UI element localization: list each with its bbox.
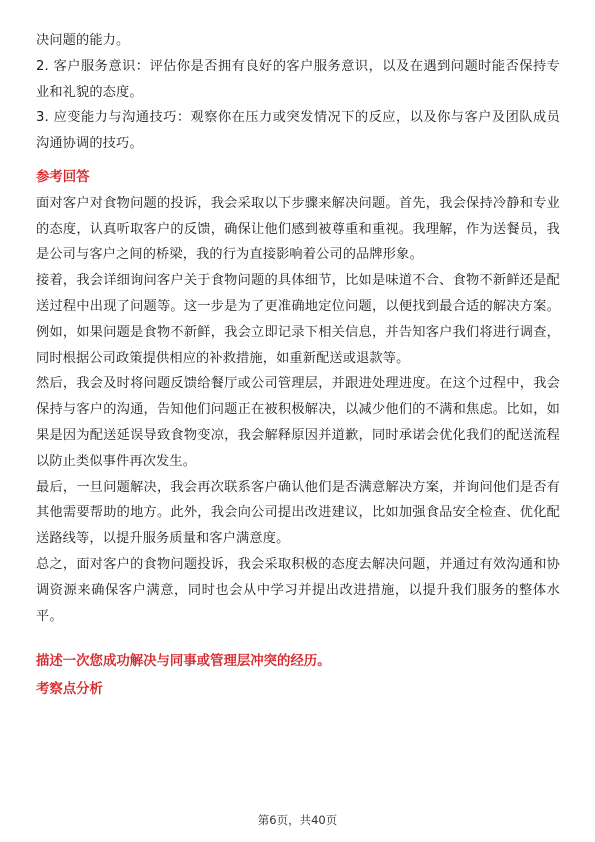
answer-paragraph: 接着，我会详细询问客户关于食物问题的具体细节，比如是味道不合、食物不新鲜还是配送过程中出现了问题等。这一步是为了更准确地定位问题，以便找到最合适的解决方案。例如，如果问题是食物不新鲜，我会立即记录下相关信息，并告知客户我们将进行调查，同时根据公司政策提供相应的补救措施，如重新配送或退款等。	[36, 273, 560, 366]
assessment-point-3: 3. 应变能力与沟通技巧：观察你在压力或突发情况下的反应，以及你与客户及团队成员沟通协调的技巧。	[36, 110, 560, 152]
spacer	[36, 157, 560, 165]
answer-paragraph: 然后，我会及时将问题反馈给餐厅或公司管理层，并跟进处理进度。在这个过程中，我会保持与客户的沟通，告知他们问题正在被积极解决，以减少他们的不满和焦虑。比如，如果是因为配送延误导致食物变凉，我会解释原因并道歉，同时承诺会优化我们的配送流程以防止类似事件再次发生。	[36, 376, 560, 469]
page-number: 第6页，共40页	[257, 813, 338, 827]
assessment-point-2: 2. 客户服务意识：评估你是否拥有良好的客户服务意识，以及在遇到问题时能否保持专业和礼貌的态度。	[36, 58, 560, 100]
answer-paragraph: 最后，一旦问题解决，我会再次联系客户确认他们是否满意解决方案，并询问他们是否有其他需要帮助的地方。此外，我会向公司提出改进建议，比如加强食品安全检查、优化配送路线等，以提升服务质量和客户满意度。	[36, 479, 560, 547]
answer-paragraph: 面对客户对食物问题的投诉，我会采取以下步骤来解决问题。首先，我会保持冷静和专业的态度，认真听取客户的反馈，确保让他们感到被尊重和重视。我理解，作为送餐员，我是公司与客户之间的桥梁，我的行为直接影响着公司的品牌形象。	[36, 195, 560, 263]
spacer	[36, 629, 560, 649]
paragraph-continuation: 决问题的能力。	[36, 33, 130, 48]
analysis-heading: 考察点分析	[36, 682, 103, 698]
page-content	[36, 28, 560, 703]
answer-paragraph: 总之，面对客户的食物问题投诉，我会采取积极的态度去解决问题，并通过有效沟通和协调资源来确保客户满意，同时也会从中学习并提出改进措施，以提升我们服务的整体水平。	[36, 556, 560, 624]
question-heading: 描述一次您成功解决与同事或管理层冲突的经历。	[36, 654, 331, 670]
answer-heading: 参考回答	[36, 169, 90, 185]
